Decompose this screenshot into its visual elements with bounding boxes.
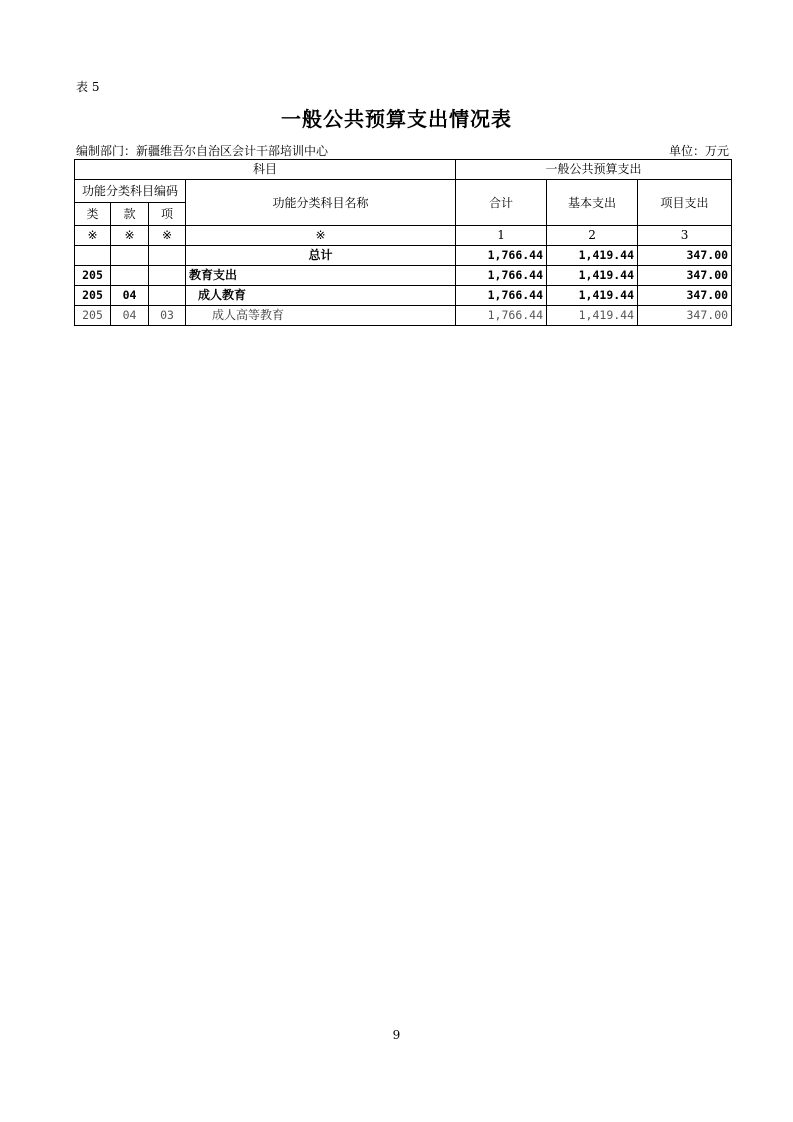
marker-kuan: ※ — [111, 226, 149, 246]
table-row — [75, 266, 732, 286]
row-lei: 205 — [75, 286, 111, 306]
header-subject: 科目 — [75, 160, 456, 180]
marker-xiang: ※ — [149, 226, 186, 246]
marker-row — [75, 226, 732, 246]
row-project: 347.00 — [638, 306, 732, 326]
row-total: 1,766.44 — [456, 306, 547, 326]
table-number: 表 5 — [76, 80, 100, 94]
row-name: 成人高等教育 — [186, 306, 456, 326]
row-project: 347.00 — [638, 266, 732, 286]
marker-name: ※ — [186, 226, 456, 246]
page-number: 9 — [392, 1028, 401, 1042]
row-lei — [75, 246, 111, 266]
row-basic: 1,419.44 — [547, 286, 638, 306]
row-xiang — [149, 246, 186, 266]
row-kuan: 04 — [111, 306, 149, 326]
page-title: 一般公共预算支出情况表 — [281, 107, 512, 131]
table-row — [75, 306, 732, 326]
header-project: 项目支出 — [638, 180, 732, 226]
header-budget: 一般公共预算支出 — [456, 160, 732, 180]
table-row — [75, 286, 732, 306]
header-lei: 类 — [75, 203, 111, 226]
marker-c1: 1 — [456, 226, 547, 246]
row-basic: 1,419.44 — [547, 306, 638, 326]
row-name: 教育支出 — [186, 266, 456, 286]
row-xiang — [149, 266, 186, 286]
table-row — [75, 246, 732, 266]
row-name: 总计 — [186, 246, 456, 266]
marker-c2: 2 — [547, 226, 638, 246]
row-kuan — [111, 266, 149, 286]
row-project: 347.00 — [638, 246, 732, 266]
row-basic: 1,419.44 — [547, 266, 638, 286]
row-name: 成人教育 — [186, 286, 456, 306]
marker-c3: 3 — [638, 226, 732, 246]
header-xiang: 项 — [149, 203, 186, 226]
header-row-2 — [75, 180, 732, 203]
row-kuan: 04 — [111, 286, 149, 306]
header-name: 功能分类科目名称 — [186, 180, 456, 226]
row-basic: 1,419.44 — [547, 246, 638, 266]
row-lei: 205 — [75, 306, 111, 326]
header-basic: 基本支出 — [547, 180, 638, 226]
row-xiang: 03 — [149, 306, 186, 326]
row-total: 1,766.44 — [456, 266, 547, 286]
budget-table — [74, 159, 732, 326]
row-project: 347.00 — [638, 286, 732, 306]
header-row-1 — [75, 160, 732, 180]
department-label: 编制部门：新疆维吾尔自治区会计干部培训中心 — [76, 144, 329, 158]
unit-label: 单位：万元 — [668, 144, 729, 158]
header-kuan: 款 — [111, 203, 149, 226]
header-code-group: 功能分类科目编码 — [75, 180, 186, 203]
row-xiang — [149, 286, 186, 306]
row-lei: 205 — [75, 266, 111, 286]
row-kuan — [111, 246, 149, 266]
row-total: 1,766.44 — [456, 286, 547, 306]
row-total: 1,766.44 — [456, 246, 547, 266]
marker-lei: ※ — [75, 226, 111, 246]
header-total: 合计 — [456, 180, 547, 226]
